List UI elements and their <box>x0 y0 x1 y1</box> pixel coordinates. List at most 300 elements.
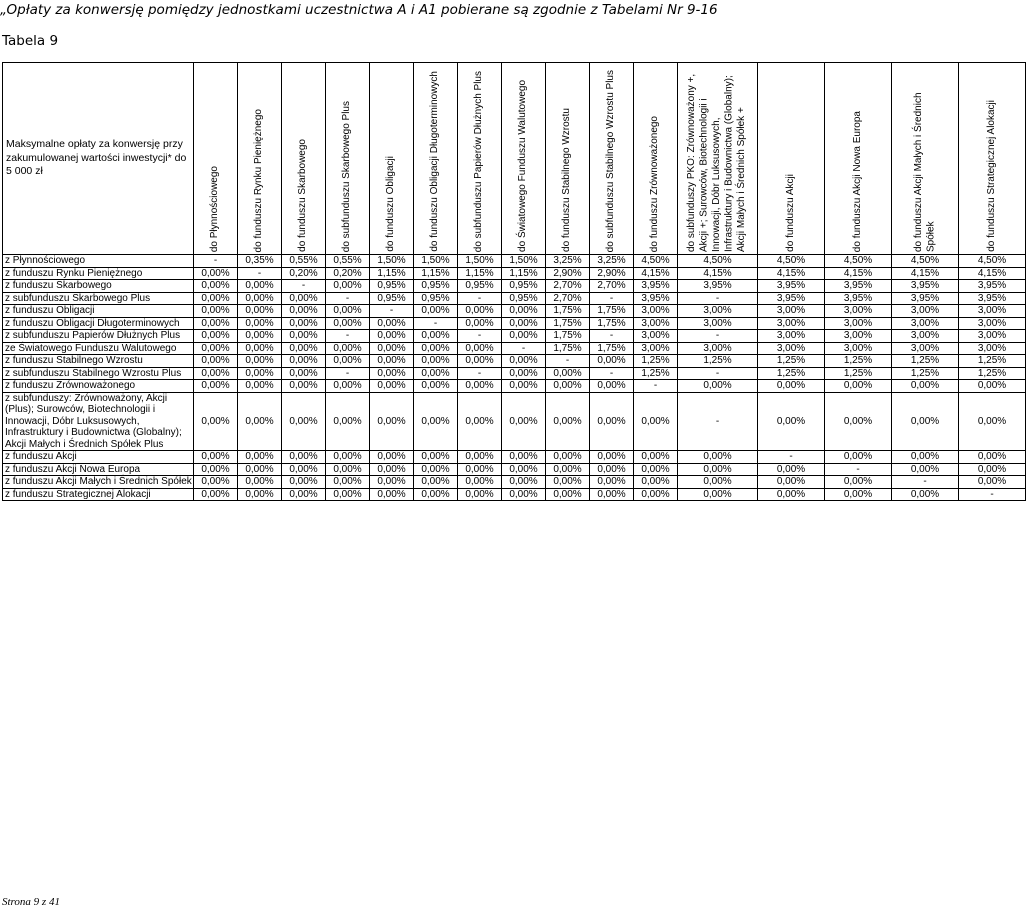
fee-cell: 0,00% <box>282 367 326 380</box>
fee-cell: 0,00% <box>590 355 634 368</box>
fee-cell: 0,55% <box>282 255 326 268</box>
row-label: z funduszu Akcji Małych i Średnich Spółek <box>3 476 194 489</box>
fee-cell: 0,00% <box>326 342 370 355</box>
fee-cell: 3,00% <box>678 317 758 330</box>
fee-cell: 0,00% <box>892 488 959 501</box>
fee-cell: 3,00% <box>959 342 1026 355</box>
row-label: z Płynnościowego <box>3 255 194 268</box>
fee-cell: 0,00% <box>959 380 1026 393</box>
column-header <box>678 63 758 255</box>
fee-cell: 0,00% <box>238 451 282 464</box>
fee-cell: 0,00% <box>326 355 370 368</box>
fee-cell: 4,50% <box>678 255 758 268</box>
fee-cell: 0,00% <box>502 476 546 489</box>
fee-cell: 0,00% <box>502 380 546 393</box>
fee-cell: 0,00% <box>825 451 892 464</box>
fee-cell: 0,00% <box>238 367 282 380</box>
row-label: z subfunduszu Skarbowego Plus <box>3 292 194 305</box>
fee-cell: 0,00% <box>590 463 634 476</box>
fee-cell: 0,00% <box>370 463 414 476</box>
fee-cell: 0,00% <box>414 367 458 380</box>
fee-cell: 1,50% <box>502 255 546 268</box>
table-row <box>3 451 1026 464</box>
fee-cell: 1,15% <box>502 267 546 280</box>
fee-cell: 0,00% <box>370 392 414 451</box>
column-header-label: do funduszu Strategicznej Alokacji <box>985 100 997 252</box>
column-header-label: do funduszu Stabilnego Wzrostu <box>561 108 573 252</box>
fee-cell: 3,00% <box>959 330 1026 343</box>
fee-cell: 1,25% <box>758 367 825 380</box>
column-header <box>758 63 825 255</box>
fee-cell: 3,00% <box>758 305 825 318</box>
fee-cell: 0,00% <box>458 305 502 318</box>
row-label: z subfunduszu Papierów Dłużnych Plus <box>3 330 194 343</box>
fee-cell: - <box>326 292 370 305</box>
row-label: z subfunduszy: Zrównoważony, Akcji (Plus); Surowców, Biotechnologii i Innowacji, Dóbr Luksusowych, Infrastruktury i Budownictwa (Globalny); Akcji Małych i Średnich Spółek Plus <box>3 392 194 451</box>
fee-cell: 0,00% <box>238 342 282 355</box>
fee-cell: 1,75% <box>546 342 590 355</box>
fee-cell: 0,00% <box>326 463 370 476</box>
fee-cell: 3,00% <box>892 342 959 355</box>
table-row <box>3 280 1026 293</box>
table-row <box>3 330 1026 343</box>
fee-cell: 0,00% <box>282 342 326 355</box>
fee-cell: 3,95% <box>634 292 678 305</box>
fee-cell: 0,00% <box>238 330 282 343</box>
fee-cell: - <box>678 330 758 343</box>
fee-cell: 1,75% <box>590 317 634 330</box>
column-header <box>546 63 590 255</box>
page-footer: Strona 9 z 41 <box>2 896 60 908</box>
fee-cell: 0,35% <box>238 255 282 268</box>
row-label: z funduszu Skarbowego <box>3 280 194 293</box>
fee-cell: 0,95% <box>414 280 458 293</box>
fee-cell: 0,00% <box>194 451 238 464</box>
fee-cell: 4,15% <box>758 267 825 280</box>
fee-cell: 0,00% <box>326 488 370 501</box>
column-header <box>959 63 1026 255</box>
column-header-label: do subfunduszu Papierów Dłużnych Plus <box>473 70 485 252</box>
fee-cell: 0,00% <box>546 476 590 489</box>
column-header <box>414 63 458 255</box>
fee-cell: 3,25% <box>546 255 590 268</box>
fee-cell: 4,50% <box>758 255 825 268</box>
fee-cell: 0,00% <box>758 463 825 476</box>
fee-cell: 0,00% <box>194 380 238 393</box>
fee-cell: 0,00% <box>758 476 825 489</box>
fee-cell: 1,25% <box>892 355 959 368</box>
fee-cell: 3,95% <box>758 292 825 305</box>
fee-cell: - <box>590 330 634 343</box>
fee-cell: 0,00% <box>282 380 326 393</box>
fee-cell: 3,00% <box>634 317 678 330</box>
fee-cell: 0,00% <box>326 476 370 489</box>
fee-cell: 0,00% <box>370 355 414 368</box>
fee-cell: 0,00% <box>825 488 892 501</box>
fee-cell: 2,90% <box>546 267 590 280</box>
column-header <box>370 63 414 255</box>
fee-cell: - <box>458 292 502 305</box>
fee-cell: 0,00% <box>546 392 590 451</box>
fee-cell: - <box>326 367 370 380</box>
fee-cell: 1,25% <box>892 367 959 380</box>
fee-cell: 3,00% <box>825 342 892 355</box>
fee-cell: 0,00% <box>892 451 959 464</box>
fee-cell: 0,00% <box>238 292 282 305</box>
fee-cell: 0,00% <box>634 463 678 476</box>
fee-cell: 4,50% <box>634 255 678 268</box>
table-row <box>3 380 1026 393</box>
fee-cell: 0,00% <box>458 463 502 476</box>
fee-cell: 1,50% <box>414 255 458 268</box>
fee-cell: - <box>282 280 326 293</box>
fee-cell: 0,00% <box>238 392 282 451</box>
fee-cell: 2,70% <box>546 280 590 293</box>
fee-cell: 1,75% <box>546 330 590 343</box>
table-row <box>3 317 1026 330</box>
fee-cell: - <box>892 476 959 489</box>
fee-cell: 0,00% <box>959 463 1026 476</box>
fee-cell: 0,95% <box>414 292 458 305</box>
column-header <box>634 63 678 255</box>
fee-cell: 2,70% <box>590 280 634 293</box>
table-row <box>3 267 1026 280</box>
fee-cell: 3,00% <box>825 330 892 343</box>
fee-cell: 3,00% <box>634 305 678 318</box>
fee-cell: 0,00% <box>414 451 458 464</box>
fee-cell: 0,00% <box>502 463 546 476</box>
column-header <box>502 63 546 255</box>
fee-cell: - <box>634 380 678 393</box>
fee-cell: 0,00% <box>502 367 546 380</box>
fee-cell: 0,95% <box>458 280 502 293</box>
fee-cell: 0,00% <box>238 463 282 476</box>
fee-cell: 0,00% <box>194 476 238 489</box>
fee-cell: 4,15% <box>678 267 758 280</box>
fee-cell: - <box>758 451 825 464</box>
fee-cell: 0,00% <box>678 451 758 464</box>
fee-cell: 1,25% <box>959 367 1026 380</box>
fee-cell: 0,00% <box>194 292 238 305</box>
document-title: „Opłaty za konwersję pomiędzy jednostkami uczestnictwa A i A1 pobierane są zgodnie z Tabelami Nr 9-16 <box>0 2 718 18</box>
fee-cell: 0,00% <box>590 380 634 393</box>
fee-cell: 1,50% <box>370 255 414 268</box>
fee-cell: 4,50% <box>825 255 892 268</box>
table-body <box>3 255 1026 501</box>
fee-cell: 3,95% <box>892 292 959 305</box>
table-label: Tabela 9 <box>2 33 59 49</box>
column-header <box>282 63 326 255</box>
fee-cell: 3,25% <box>590 255 634 268</box>
table-row <box>3 463 1026 476</box>
fee-cell: 3,00% <box>678 342 758 355</box>
fee-cell: 0,00% <box>414 342 458 355</box>
fee-cell: 3,95% <box>825 292 892 305</box>
fee-cell: 1,15% <box>414 267 458 280</box>
column-header-label: do funduszu Obligacji Długoterminowych <box>429 71 441 252</box>
fee-cell: 0,00% <box>414 488 458 501</box>
fee-cell: 0,00% <box>282 317 326 330</box>
fee-cell: - <box>370 305 414 318</box>
column-header-label: do subfunduszy PKO: Zrównoważony +, Akcji +; Surowców, Biotechnologii i Innowacji, Dóbr Luksusowych, Infrastruktury i Budownictwa (Globalny); Akcji Małych i Średnich Spółek + <box>686 73 748 252</box>
fee-cell: 0,00% <box>194 463 238 476</box>
fee-cell: 0,00% <box>892 463 959 476</box>
fee-cell: 0,00% <box>238 355 282 368</box>
fee-cell: 4,50% <box>892 255 959 268</box>
fee-cell: - <box>194 255 238 268</box>
fee-cell: 3,00% <box>892 330 959 343</box>
fee-cell: 0,00% <box>282 463 326 476</box>
fee-cell: 0,00% <box>282 305 326 318</box>
fee-cell: 0,00% <box>502 317 546 330</box>
fee-cell: 0,00% <box>282 488 326 501</box>
fee-cell: 3,95% <box>825 280 892 293</box>
table-header-row <box>3 63 1026 255</box>
column-header-label: do Światowego Funduszu Walutowego <box>517 80 529 252</box>
fee-cell: 3,00% <box>634 342 678 355</box>
fee-cell: 3,95% <box>634 280 678 293</box>
conversion-fee-table <box>2 62 1026 501</box>
fee-cell: 0,00% <box>678 380 758 393</box>
fee-cell: 0,00% <box>194 317 238 330</box>
column-header-label: do funduszu Obligacji <box>385 156 397 252</box>
fee-cell: 0,00% <box>414 305 458 318</box>
table-row <box>3 342 1026 355</box>
fee-cell: 0,00% <box>678 476 758 489</box>
fee-cell: 0,00% <box>238 280 282 293</box>
fee-cell: 0,00% <box>502 392 546 451</box>
fee-cell: 0,00% <box>458 476 502 489</box>
fee-cell: - <box>502 342 546 355</box>
fee-cell: 0,00% <box>238 476 282 489</box>
fee-cell: 2,70% <box>546 292 590 305</box>
column-header-label: do subfunduszu Stabilnego Wzrostu Plus <box>605 69 617 252</box>
fee-cell: 0,00% <box>634 451 678 464</box>
fee-cell: 0,00% <box>326 305 370 318</box>
fee-cell: 1,15% <box>458 267 502 280</box>
row-label: z funduszu Zrównoważonego <box>3 380 194 393</box>
fee-cell: 1,50% <box>458 255 502 268</box>
fee-cell: 4,50% <box>959 255 1026 268</box>
table-row <box>3 255 1026 268</box>
column-header <box>326 63 370 255</box>
column-header <box>194 63 238 255</box>
fee-cell: 1,25% <box>825 355 892 368</box>
fee-cell: 3,00% <box>758 317 825 330</box>
table-row <box>3 305 1026 318</box>
fee-cell: 0,00% <box>590 476 634 489</box>
fee-cell: 0,00% <box>590 392 634 451</box>
column-header-label: do funduszu Zrównoważonego <box>649 115 661 252</box>
fee-cell: 0,00% <box>634 488 678 501</box>
row-label: z funduszu Stabilnego Wzrostu <box>3 355 194 368</box>
fee-cell: 0,00% <box>238 317 282 330</box>
fee-cell: 0,00% <box>370 330 414 343</box>
column-header <box>590 63 634 255</box>
fee-cell: 0,00% <box>370 476 414 489</box>
fee-cell: 3,95% <box>678 280 758 293</box>
fee-cell: - <box>959 488 1026 501</box>
fee-cell: 0,95% <box>370 280 414 293</box>
fee-cell: 0,00% <box>959 392 1026 451</box>
fee-cell: 1,15% <box>370 267 414 280</box>
fee-cell: 0,00% <box>458 317 502 330</box>
column-header <box>892 63 959 255</box>
fee-cell: 0,00% <box>282 330 326 343</box>
row-label: z funduszu Rynku Pieniężnego <box>3 267 194 280</box>
fee-cell: 0,55% <box>326 255 370 268</box>
row-label: z funduszu Strategicznej Alokacji <box>3 488 194 501</box>
fee-cell: 0,00% <box>758 392 825 451</box>
fee-cell: 0,00% <box>458 451 502 464</box>
fee-cell: 0,00% <box>502 355 546 368</box>
fee-cell: 1,75% <box>546 305 590 318</box>
fee-cell: 1,75% <box>590 342 634 355</box>
fee-cell: 3,00% <box>634 330 678 343</box>
fee-cell: 0,00% <box>458 488 502 501</box>
fee-cell: 0,00% <box>678 463 758 476</box>
fee-cell: 3,00% <box>825 317 892 330</box>
row-label: z funduszu Obligacji <box>3 305 194 318</box>
column-header <box>825 63 892 255</box>
fee-cell: - <box>678 292 758 305</box>
fee-cell: 0,00% <box>282 392 326 451</box>
fee-cell: 1,25% <box>959 355 1026 368</box>
fee-cell: 0,00% <box>502 451 546 464</box>
fee-cell: 0,00% <box>502 330 546 343</box>
table-corner-header: Maksymalne opłaty za konwersję przy zakumulowanej wartości inwestycji* do 5 000 zł <box>3 63 194 255</box>
fee-cell: 0,20% <box>282 267 326 280</box>
fee-cell: 0,00% <box>370 317 414 330</box>
fee-cell: 1,25% <box>678 355 758 368</box>
fee-cell: 0,00% <box>282 292 326 305</box>
fee-cell: 0,00% <box>414 330 458 343</box>
fee-cell: 1,25% <box>634 355 678 368</box>
fee-cell: 0,00% <box>194 367 238 380</box>
fee-cell: 0,00% <box>326 317 370 330</box>
fee-cell: 0,00% <box>282 451 326 464</box>
fee-cell: 1,25% <box>825 367 892 380</box>
fee-cell: - <box>546 355 590 368</box>
fee-cell: 0,00% <box>370 367 414 380</box>
fee-cell: 4,15% <box>892 267 959 280</box>
fee-cell: 0,00% <box>370 488 414 501</box>
fee-cell: 4,15% <box>634 267 678 280</box>
fee-cell: 4,15% <box>825 267 892 280</box>
fee-cell: 0,00% <box>414 463 458 476</box>
fee-cell: 3,95% <box>758 280 825 293</box>
fee-cell: 0,00% <box>370 451 414 464</box>
fee-cell: 0,00% <box>370 380 414 393</box>
fee-cell: - <box>590 292 634 305</box>
fee-cell: 0,95% <box>502 280 546 293</box>
fee-cell: 0,00% <box>194 392 238 451</box>
fee-cell: 0,00% <box>502 305 546 318</box>
fee-cell: 0,00% <box>634 476 678 489</box>
fee-cell: 0,00% <box>238 305 282 318</box>
fee-cell: 3,00% <box>892 305 959 318</box>
fee-cell: 1,75% <box>546 317 590 330</box>
fee-cell: 0,00% <box>414 476 458 489</box>
fee-cell: - <box>458 367 502 380</box>
fee-cell: 0,00% <box>194 280 238 293</box>
fee-cell: 0,00% <box>959 476 1026 489</box>
fee-cell: 3,00% <box>959 317 1026 330</box>
fee-cell: - <box>458 330 502 343</box>
fee-cell: 0,00% <box>238 380 282 393</box>
fee-cell: 0,00% <box>825 392 892 451</box>
fee-cell: - <box>825 463 892 476</box>
table-row <box>3 392 1026 451</box>
table-row <box>3 292 1026 305</box>
fee-cell: 3,00% <box>678 305 758 318</box>
fee-cell: 0,00% <box>194 355 238 368</box>
fee-cell: 0,00% <box>959 451 1026 464</box>
fee-cell: 0,20% <box>326 267 370 280</box>
row-label: z funduszu Obligacji Długoterminowych <box>3 317 194 330</box>
table-row <box>3 476 1026 489</box>
fee-cell: 0,00% <box>546 451 590 464</box>
row-label: ze Światowego Funduszu Walutowego <box>3 342 194 355</box>
column-header-label: do funduszu Rynku Pieniężnego <box>253 108 265 252</box>
fee-cell: 0,95% <box>370 292 414 305</box>
fee-cell: 0,00% <box>326 280 370 293</box>
fee-cell: 0,00% <box>590 451 634 464</box>
fee-cell: 3,00% <box>758 330 825 343</box>
row-label: z funduszu Akcji <box>3 451 194 464</box>
fee-cell: - <box>678 392 758 451</box>
fee-cell: 0,00% <box>825 476 892 489</box>
fee-cell: - <box>678 367 758 380</box>
fee-cell: 0,00% <box>892 392 959 451</box>
fee-cell: 0,00% <box>414 392 458 451</box>
fee-cell: 0,00% <box>238 488 282 501</box>
fee-cell: 0,00% <box>758 488 825 501</box>
fee-cell: 3,95% <box>959 280 1026 293</box>
fee-cell: 3,95% <box>892 280 959 293</box>
fee-cell: 0,00% <box>194 305 238 318</box>
fee-cell: 3,95% <box>959 292 1026 305</box>
row-label: z subfunduszu Stabilnego Wzrostu Plus <box>3 367 194 380</box>
fee-cell: 1,75% <box>590 305 634 318</box>
fee-cell: - <box>590 367 634 380</box>
fee-cell: 0,00% <box>414 380 458 393</box>
fee-cell: 0,00% <box>370 342 414 355</box>
fee-cell: 0,00% <box>326 451 370 464</box>
fee-cell: 0,00% <box>546 488 590 501</box>
fee-cell: 0,00% <box>546 367 590 380</box>
fee-cell: 0,00% <box>825 380 892 393</box>
fee-cell: 0,00% <box>502 488 546 501</box>
fee-cell: 0,00% <box>194 267 238 280</box>
fee-cell: 0,00% <box>194 488 238 501</box>
column-header-label: do funduszu Akcji Nowa Europa <box>851 110 863 252</box>
column-header-label: do funduszu Skarbowego <box>297 139 309 252</box>
fee-cell: 0,00% <box>458 355 502 368</box>
row-label: z funduszu Akcji Nowa Europa <box>3 463 194 476</box>
fee-cell: 0,00% <box>414 355 458 368</box>
fee-cell: 0,00% <box>546 380 590 393</box>
fee-cell: 3,00% <box>959 305 1026 318</box>
fee-cell: 0,00% <box>326 380 370 393</box>
fee-cell: 1,25% <box>634 367 678 380</box>
table-row <box>3 488 1026 501</box>
fee-cell: 1,25% <box>758 355 825 368</box>
fee-cell: 0,00% <box>458 342 502 355</box>
column-header <box>238 63 282 255</box>
column-header-label: do subfunduszu Skarbowego Plus <box>341 100 353 252</box>
column-header-label: do Płynnościowego <box>209 165 221 252</box>
